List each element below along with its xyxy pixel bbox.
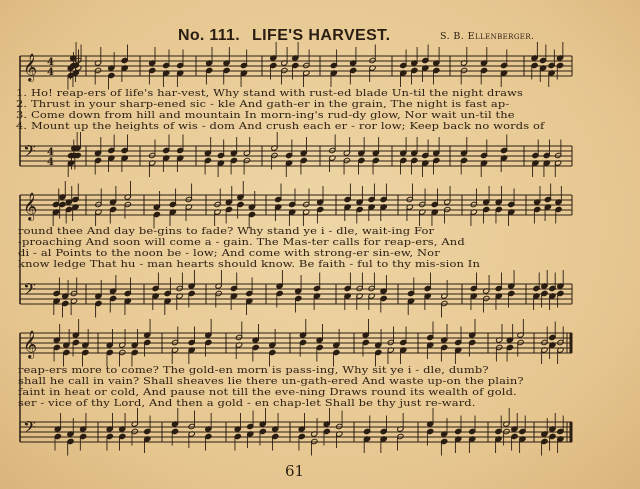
lyric-line: ser - vice of thy Lord, And then a gold - en chap-let Shall be thy just re-ward. — [18, 398, 476, 409]
time-signature: 4 — [47, 157, 54, 168]
final-barline — [570, 422, 573, 442]
treble-clef-icon: 𝄞 — [23, 330, 38, 358]
hymn-author: S. B. Ellenberger. — [440, 31, 535, 42]
lyric-line: reap-ers more to come? The gold-en morn is pass-ing, Why sit ye i - dle, dumb? — [18, 365, 489, 376]
treble-clef-icon: 𝄞 — [23, 192, 38, 220]
lyric-line: -proaching And soon will come a - gain. The Mas-ter calls for reap-ers, And — [18, 237, 465, 248]
lyric-line: 4. Mount up the heights of wis - dom And crush each er - ror low; Keep back no words of — [16, 121, 545, 132]
page-number: 61 — [285, 462, 305, 480]
lyric-line: 3. Come down from hill and mountain In morn-ing's rud-dy glow, Nor wait un-til the — [16, 110, 515, 121]
time-signature: 4 — [47, 57, 54, 68]
hymn-title: LIFE'S HARVEST. — [252, 27, 391, 44]
bass-clef-icon: 𝄢 — [23, 279, 36, 303]
lyric-line: 1. Ho! reap-ers of life's har-vest, Why stand with rust-ed blade Un-til the night draws — [16, 88, 524, 99]
lyric-line: know ledge That hu - man hearts should know. Be faith - ful to thy mis-sion In — [18, 259, 481, 270]
lyric-line: di - al Points to the noon be - low; And come with strong-er sin-ew, Nor — [18, 248, 440, 259]
time-signature: 4 — [47, 67, 54, 78]
lyric-line: faint in heat or cold, And pause not till the eve-ning Draws round its wealth of gold. — [18, 387, 517, 398]
bass-clef-icon: 𝄢 — [23, 417, 36, 441]
lyric-line: round thee And day be-gins to fade? Why stand ye i - dle, wait-ing For — [18, 226, 435, 237]
treble-clef-icon: 𝄞 — [23, 53, 38, 81]
hymn-number: No. 111. — [178, 27, 240, 44]
lyric-line: shall he call in vain? Shall sheaves lie there un-gath-ered And waste up-on the plain? — [18, 376, 524, 387]
time-signature: 4 — [47, 147, 54, 158]
final-barline — [570, 333, 573, 353]
lyric-line: 2. Thrust in your sharp-ened sic - kle And gath-er in the grain, The night is fast ap- — [16, 99, 510, 110]
bass-clef-icon: 𝄢 — [23, 141, 36, 165]
